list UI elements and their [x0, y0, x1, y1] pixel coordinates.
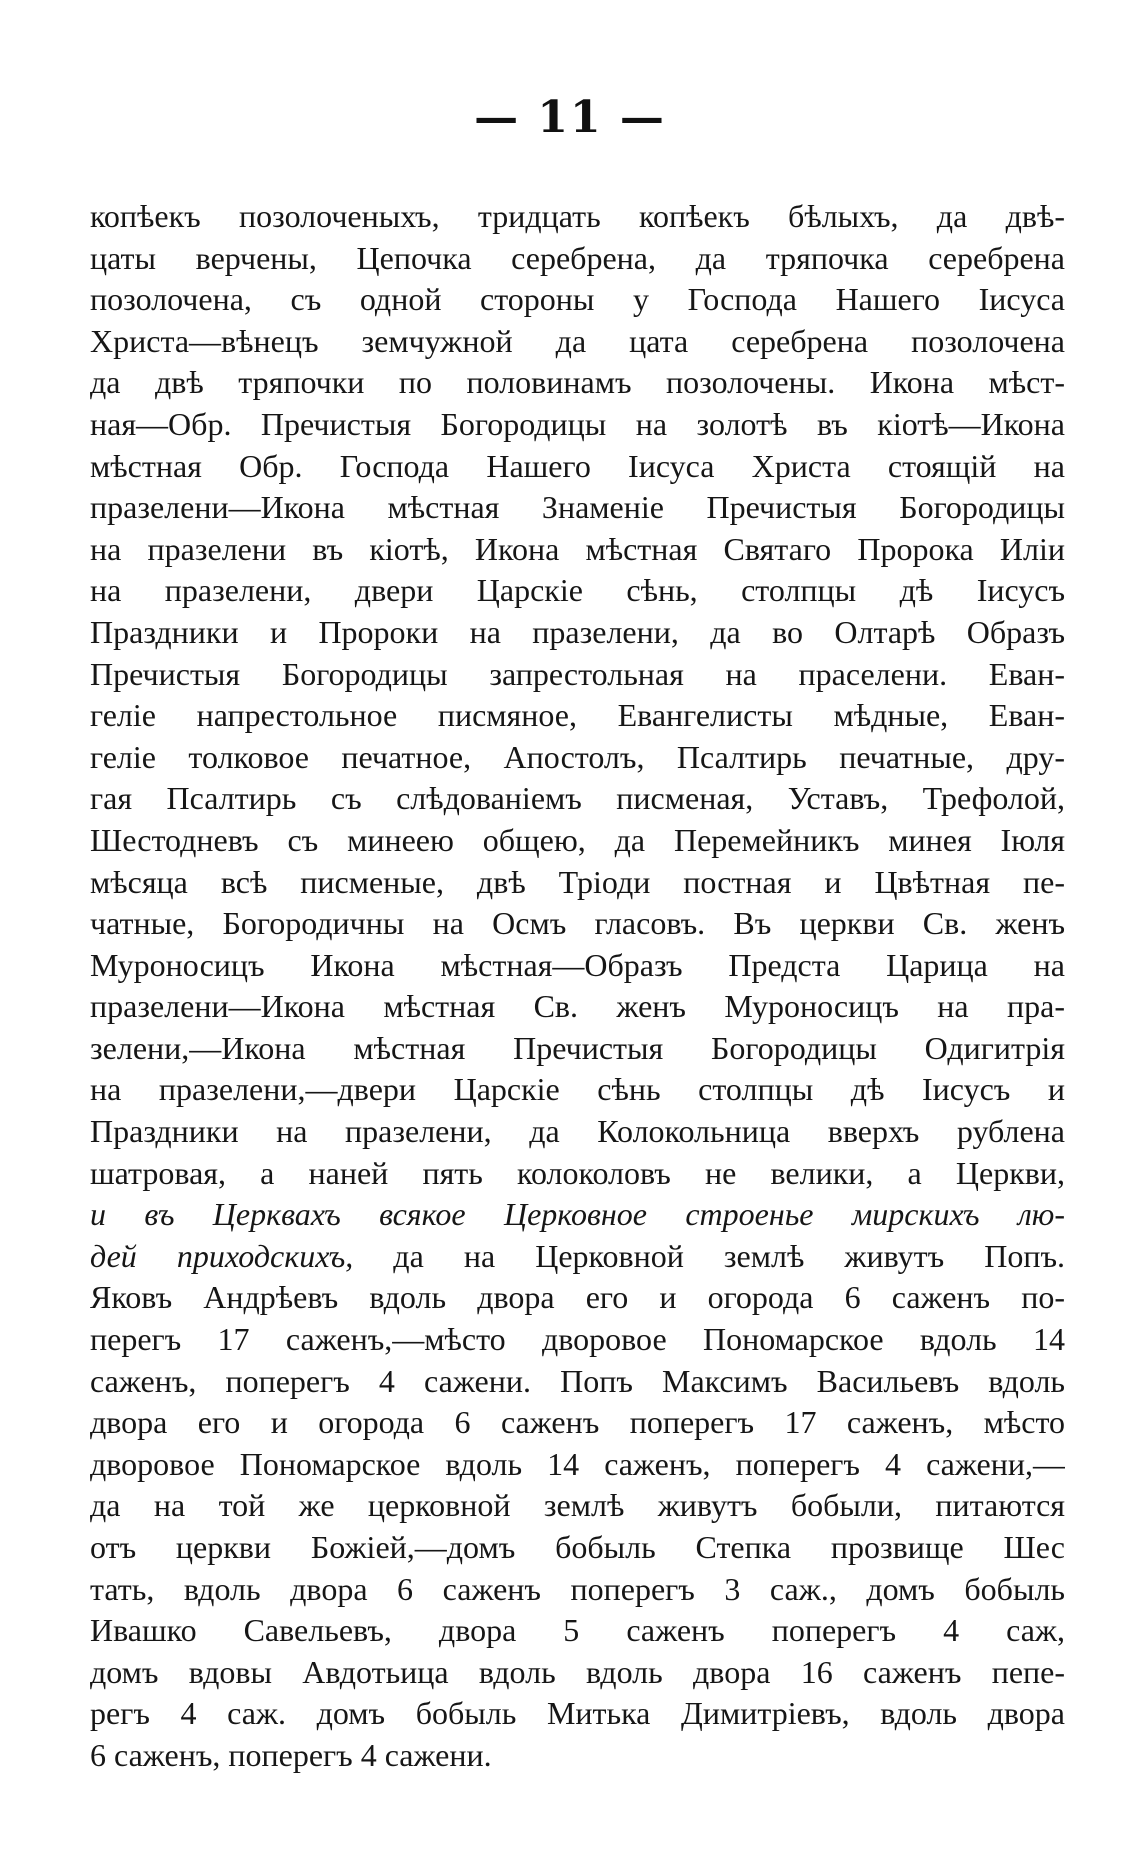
- text-line: празелени—Икона мѣстная Знаменіе Пречистыя Богородицы: [90, 489, 1065, 526]
- text-line: Ивашко Савельевъ, двора 5 саженъ поперегъ 4 саж,: [90, 1612, 1065, 1649]
- text-line: тать, вдоль двора 6 саженъ поперегъ 3 саж., домъ бобыль: [90, 1570, 1065, 1607]
- text-line: мѣстная Обр. Господа Нашего Іисуса Христа стоящій на: [90, 447, 1065, 484]
- text-line: позолочена, съ одной стороны у Господа Нашего Іисуса: [90, 281, 1065, 318]
- text-line: на празелени,—двери Царскіе сѣнь столпцы дѣ Іисусъ и: [90, 1071, 1065, 1108]
- text-line: копѣекъ позолоченыхъ, тридцать копѣекъ бѣлыхъ, да двѣ-: [90, 198, 1065, 234]
- text-line: перегъ 17 саженъ,—мѣсто дворовое Пономарское вдоль 14: [90, 1321, 1065, 1358]
- text-line-final: 6 саженъ, поперегъ 4 сажени.: [90, 1736, 492, 1773]
- text-line: Праздники на празелени, да Колокольница вверхъ рублена: [90, 1113, 1065, 1150]
- text-line: Праздники и Пророки на празелени, да во Олтарѣ Образъ: [90, 613, 1065, 650]
- text-line: зелени,—Икона мѣстная Пречистыя Богородицы Одигитрія: [90, 1029, 1065, 1066]
- text-line: на празелени, двери Царскіе сѣнь, столпцы дѣ Іисусъ: [90, 572, 1065, 609]
- text-line: шатровая, а наней пять колоколовъ не велики, а Церкви,: [90, 1154, 1065, 1191]
- text-line: саженъ, поперегъ 4 сажени. Попъ Максимъ Васильевъ вдоль: [90, 1362, 1065, 1399]
- text-line: Муроносицъ Икона мѣстная—Образъ Предста Царица на: [90, 946, 1065, 983]
- text-line: геліе толковое печатное, Апостолъ, Псалтирь печатные, дру-: [90, 738, 1065, 775]
- text-line: домъ вдовы Авдотьица вдоль вдоль двора 16 саженъ пепе-: [90, 1653, 1065, 1690]
- text-line: ная—Обр. Пречистыя Богородицы на золотѣ въ кіотѣ—Икона: [90, 405, 1065, 442]
- text-line: Пречистыя Богородицы запрестольная на праселени. Еван-: [90, 655, 1065, 692]
- page-number: — 11 —: [474, 92, 666, 143]
- text-line: отъ церкви Божіей,—домъ бобыль Степка прозвище Шес: [90, 1529, 1065, 1565]
- text-line: геліе напрестольное писмяное, Евангелисты мѣдные, Еван-: [90, 697, 1065, 734]
- text-line: мѣсяца всѣ писменые, двѣ Тріоди постная и Цвѣтная пе-: [90, 863, 1065, 900]
- text-line: цаты верчены, Цепочка серебрена, да тряпочка серебрена: [90, 239, 1065, 276]
- text-line: чатные, Богородичны на Осмъ гласовъ. Въ церкви Св. женъ: [90, 905, 1065, 942]
- text-line-mixed: дей приходскихъ, да на Церковной землѣ живутъ Попъ.: [90, 1237, 1065, 1274]
- text-line: дворовое Пономарское вдоль 14 саженъ, поперегъ 4 сажени,—: [90, 1445, 1065, 1482]
- text-line: регъ 4 саж. домъ бобыль Митька Димитріевъ, вдоль двора: [90, 1695, 1065, 1732]
- text-line: празелени—Икона мѣстная Св. женъ Муроносицъ на пра-: [90, 988, 1065, 1025]
- text-line: Шестодневъ съ минеею общею, да Перемейникъ минея Іюля: [90, 821, 1065, 858]
- text-line: да на той же церковной землѣ живутъ бобыли, питаются: [90, 1487, 1065, 1524]
- text-line-italic: и въ Церквахъ всякое Церковное строенье мирскихъ лю-: [90, 1196, 1065, 1233]
- text-line: гая Псалтирь съ слѣдованіемъ писменая, Уставъ, Трефолой,: [90, 780, 1065, 817]
- text-line: да двѣ тряпочки по половинамъ позолочены. Икона мѣст-: [90, 364, 1065, 401]
- text-line: на празелени въ кіотѣ, Икона мѣстная Святаго Пророка Иліи: [90, 530, 1065, 567]
- text-line: Христа—вѣнецъ земчужной да цата серебрена позолочена: [90, 322, 1065, 359]
- text-line: двора его и огорода 6 саженъ поперегъ 17 саженъ, мѣсто: [90, 1404, 1065, 1441]
- body-text: [90, 196, 1065, 1777]
- text-line: Яковъ Андрѣевъ вдоль двора его и огорода 6 саженъ по-: [90, 1279, 1065, 1316]
